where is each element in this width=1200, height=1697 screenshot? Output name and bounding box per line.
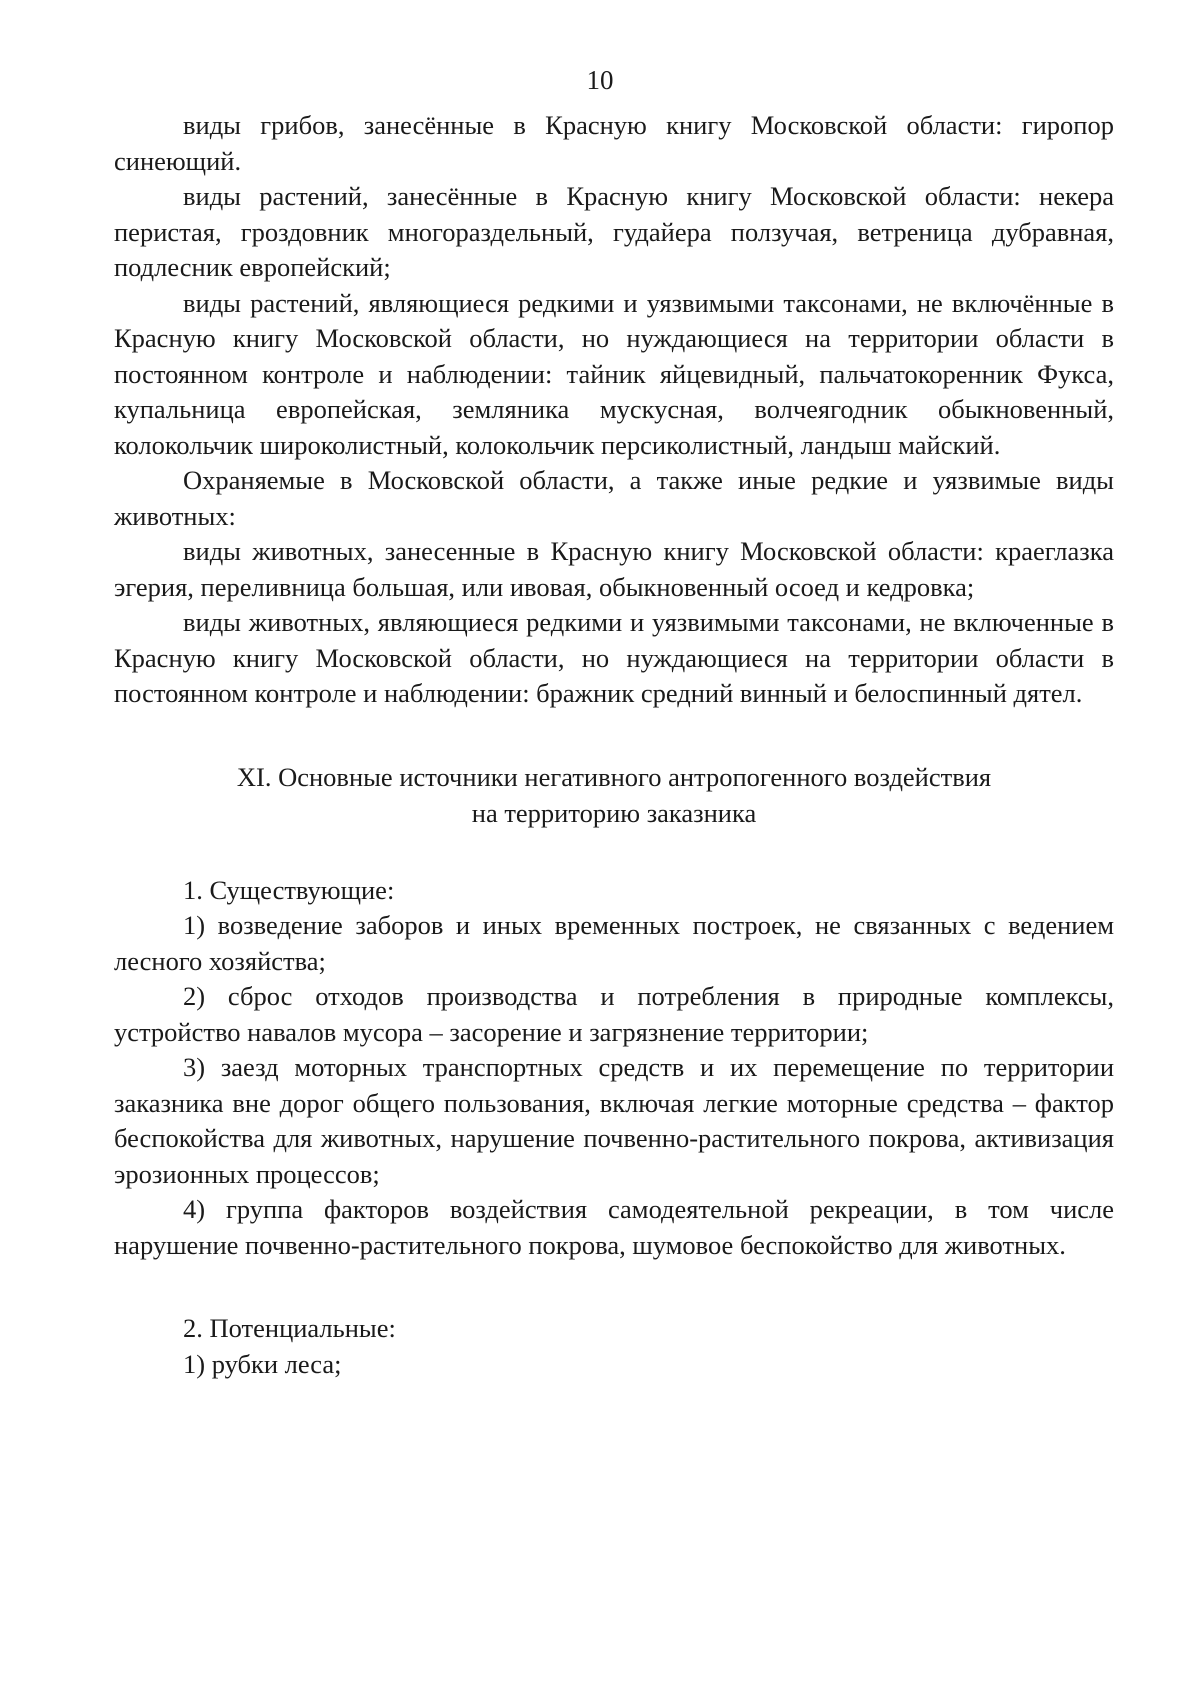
existing-item: 1) возведение заборов и иных временных построек, не связанных с ведением лесного хозяйства;: [114, 910, 1114, 976]
paragraph-rare-plants: виды растений, являющиеся редкими и уязвимыми таксонами, не включённые в Красную книгу Московской области, но нуждающиеся на территории области в постоянном контроле и наблюдении: тайник яйцевидный, пальчатокоренник Фукса, купальница европейская, земляника мускусная, волчеягодник обыкновенный, колокольчик широколистный, колокольчик персиколистный, ландыш майский.: [114, 287, 1114, 460]
existing-sources-title: 1. Существующие:: [183, 874, 395, 905]
section-heading-line-2: на территорию заказника: [471, 797, 757, 828]
section-heading: [114, 759, 1114, 831]
potential-item: 1) рубки леса;: [183, 1348, 342, 1379]
page-number: 10: [586, 65, 614, 95]
existing-item: 4) группа факторов воздействия самодеятельной рекреации, в том числе нарушение почвенно-растительного покрова, шумовое беспокойство для животных.: [114, 1194, 1114, 1260]
spacer: [114, 831, 1114, 873]
existing-item: 3) заезд моторных транспортных средств и их перемещение по территории заказника вне дорог общего пользования, включая легкие моторные средства – фактор беспокойства для животных, нарушение почвенно-растительного покрова, активизация эрозионных процессов;: [114, 1052, 1114, 1189]
potential-sources-title: 2. Потенциальные:: [183, 1313, 396, 1343]
spacer: [114, 1263, 1114, 1311]
document-body: [114, 108, 1114, 1382]
existing-item: 2) сброс отходов производства и потребления в природные комплексы, устройство навалов мусора – засорение и загрязнение территории;: [114, 981, 1114, 1047]
paragraph-red-book-animals: виды животных, занесенные в Красную книгу Московской области: краеглазка эгерия, переливница большая, или ивовая, обыкновенный осоед и кедровка;: [114, 536, 1114, 602]
paragraph-rare-animals: виды животных, являющиеся редкими и уязвимыми таксонами, не включенные в Красную книгу Московской области, но нуждающиеся на территории области в постоянном контроле и наблюдении: бражник средний винный и белоспинный дятел.: [114, 607, 1114, 708]
paragraph-red-book-plants: виды растений, занесённые в Красную книгу Московской области: некера перистая, гроздовник многораздельный, гудайера ползучая, ветреница дубравная, подлесник европейский;: [114, 181, 1114, 282]
paragraph-fungi: виды грибов, занесённые в Красную книгу Московской области: гиропор синеющий.: [114, 110, 1114, 176]
spacer: [114, 712, 1114, 759]
section-heading-line-1: XI. Основные источники негативного антропогенного воздействия: [236, 761, 992, 792]
paragraph-protected-animals-intro: Охраняемые в Московской области, а также иные редкие и уязвимые виды животных:: [114, 465, 1114, 531]
